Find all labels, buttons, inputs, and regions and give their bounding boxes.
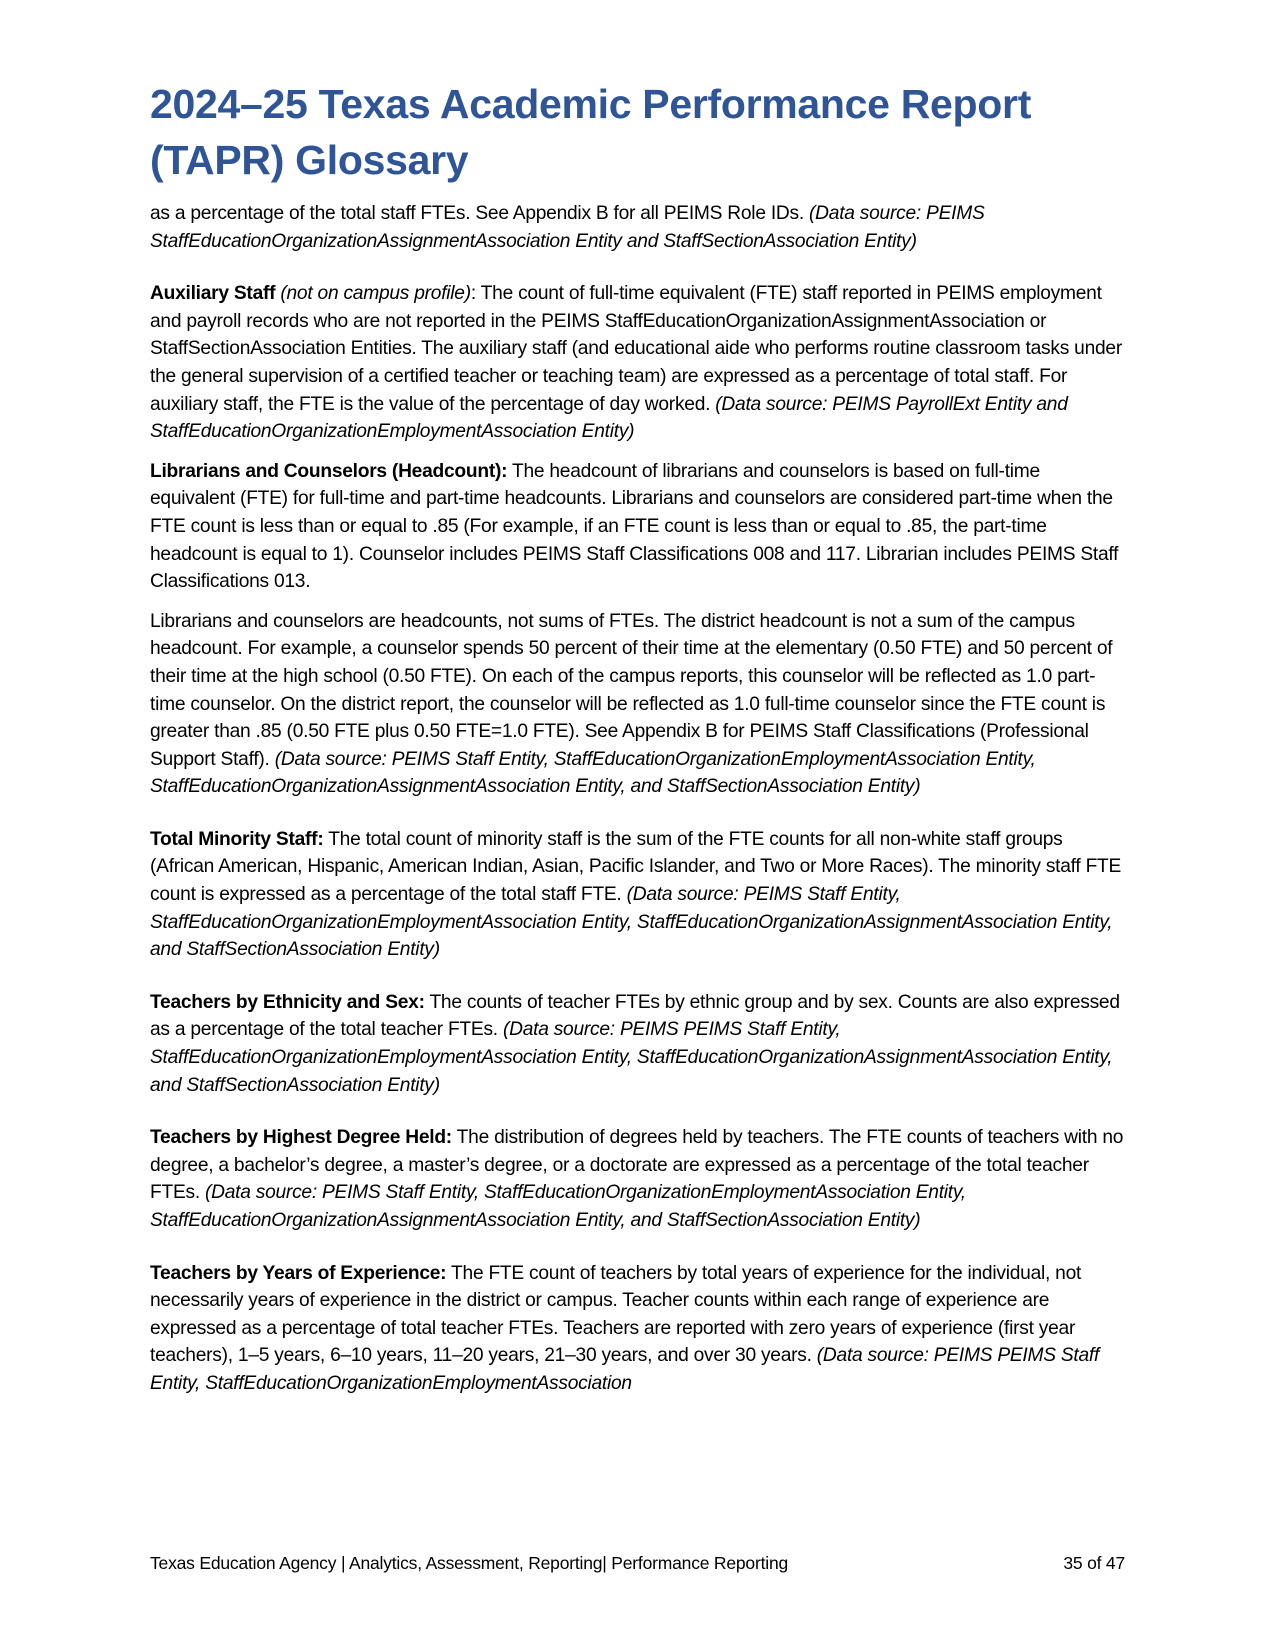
data-source: (Data source: PEIMS Staff Entity, StaffEducationOrganizationEmploymentAssociation Entity, StaffEducationOrganizationAssignmentAssociation Entity, and StaffSectionAssociation Entity) bbox=[150, 1182, 966, 1231]
data-source: (Data source: PEIMS Staff Entity, StaffEducationOrganizationEmploymentAssociation Entity, StaffEducationOrganizationAssignmentAssociation Entity, and StaffSectionAssociation Entity) bbox=[150, 748, 1036, 798]
title-line-2: (TAPR) Glossary bbox=[150, 137, 469, 183]
glossary-body bbox=[150, 200, 1125, 1398]
term: Teachers by Years of Experience: bbox=[150, 1262, 447, 1284]
page-number: 35 of 47 bbox=[1063, 1553, 1125, 1573]
title-line-1: 2024–25 Texas Academic Performance Report bbox=[150, 81, 1032, 127]
page-title bbox=[150, 76, 1130, 188]
entry-auxiliary-staff: Auxiliary Staff (not on campus profile): The count of full-time equivalent (FTE) staff reported in PEIMS employment and payroll records who are not reported in the PEIMS StaffEducationOrganizationAssignmentAssociation or StaffSectionAssociation Entities. The auxiliary staff (and educational aide who performs routine classroom tasks under the general supervision of a certified teacher or teaching team) are expressed as a percentage of total staff. For auxiliary staff, the FTE is the value of the percentage of day worked. (Data source: PEIMS PayrollExt Entity and StaffEducationOrganizationEmploymentAssociation Entity) bbox=[150, 283, 1122, 443]
data-source: (Data source: PEIMS PEIMS Staff Entity, StaffEducationOrganizationEmploymentAssociation bbox=[150, 1345, 1100, 1394]
data-source: (Data source: PEIMS PayrollExt Entity and StaffEducationOrganizationEmploymentAssociation Entity) bbox=[150, 393, 1068, 443]
page-footer bbox=[150, 1552, 1125, 1574]
entry-teachers-highest-degree: Teachers by Highest Degree Held: The distribution of degrees held by teachers. The FTE counts of teachers with no degree, a bachelor’s degree, a master’s degree, or a doctorate are expressed as a percentage of the total teacher FTEs. (Data source: PEIMS Staff Entity, StaffEducationOrganizationEmploymentAssociation Entity, StaffEducationOrganizationAssignmentAssociation Entity, and StaffSectionAssociation Entity) bbox=[150, 1127, 1124, 1231]
term: Librarians and Counselors (Headcount): bbox=[150, 460, 508, 482]
term: Teachers by Ethnicity and Sex: bbox=[150, 991, 425, 1013]
entry-librarians-counselors: Librarians and Counselors (Headcount): The headcount of librarians and counselors is based on full-time equivalent (FTE) for full-time and part-time headcounts. Librarians and counselors are considered part-time when the FTE count is less than or equal to .85 (For example, if an FTE count is less than or equal to .85, the part-time headcount is equal to 1). Counselor includes PEIMS Staff Classifications 008 and 117. Librarian includes PEIMS Staff Classifications 013. bbox=[150, 460, 1119, 593]
entry-librarians-counselors-p2: Librarians and counselors are headcounts, not sums of FTEs. The district headcount is not a sum of the campus headcount. For example, a counselor spends 50 percent of their time at the elementary (0.50 FTE) and 50 percent of their time at the high school (0.50 FTE). On each of the campus reports, this counselor will be reflected as 1.0 part-time counselor. On the district report, the counselor will be reflected as 1.0 full-time counselor since the FTE count is greater than .85 (0.50 FTE plus 0.50 FTE=1.0 FTE). See Appendix B for PEIMS Staff Classifications (Professional Support Staff). (Data source: PEIMS Staff Entity, StaffEducationOrganizationEmploymentAssociation Entity, StaffEducationOrganizationAssignmentAssociation Entity, and StaffSectionAssociation Entity) bbox=[150, 610, 1113, 798]
term: Total Minority Staff: bbox=[150, 828, 324, 850]
data-source: (Data source: PEIMS PEIMS Staff Entity, StaffEducationOrganizationEmploymentAssociation Entity, StaffEducationOrganizationAssignmentAssociation Entity, and StaffSectionAssociation Entity) bbox=[150, 1019, 1113, 1096]
footer-agency: Texas Education Agency | Analytics, Assessment, Reporting| Performance Reporting bbox=[150, 1553, 789, 1573]
continuation-paragraph: as a percentage of the total staff FTEs. See Appendix B for all PEIMS Role IDs. (Data source: PEIMS StaffEducationOrganizationAssignmentAssociation Entity and StaffSectionAssociation Entity) bbox=[150, 203, 985, 252]
term: Teachers by Highest Degree Held: bbox=[150, 1127, 452, 1149]
data-source: (Data source: PEIMS StaffEducationOrganizationAssignmentAssociation Entity and StaffSectionAssociation Entity) bbox=[150, 203, 985, 252]
entry-total-minority-staff: Total Minority Staff: The total count of minority staff is the sum of the FTE counts for all non-white staff groups (African American, Hispanic, American Indian, Asian, Pacific Islander, and Two or More Races). The minority staff FTE count is expressed as a percentage of the total staff FTE. (Data source: PEIMS Staff Entity, StaffEducationOrganizationEmploymentAssociation Entity, StaffEducationOrganizationAssignmentAssociation Entity, and StaffSectionAssociation Entity) bbox=[150, 828, 1122, 961]
data-source: (Data source: PEIMS Staff Entity, StaffEducationOrganizationEmploymentAssociation Entity, StaffEducationOrganizationAssignmentAssociation Entity, and StaffSectionAssociation Entity) bbox=[150, 884, 1113, 961]
term: Auxiliary Staff bbox=[150, 283, 276, 305]
qualifier: (not on campus profile) bbox=[280, 283, 471, 305]
entry-teachers-ethnicity-sex: Teachers by Ethnicity and Sex: The counts of teacher FTEs by ethnic group and by sex. Counts are also expressed as a percentage of the total teacher FTEs. (Data source: PEIMS PEIMS Staff Entity, StaffEducationOrganizationEmploymentAssociation Entity, StaffEducationOrganizationAssignmentAssociation Entity, and StaffSectionAssociation Entity) bbox=[150, 991, 1120, 1096]
entry-teachers-years-experience: Teachers by Years of Experience: The FTE count of teachers by total years of experience for the individual, not necessarily years of experience in the district or campus. Teacher counts within each range of experience are expressed as a percentage of total teacher FTEs. Teachers are reported with zero years of experience (first year teachers), 1–5 years, 6–10 years, 11–20 years, 21–30 years, and over 30 years. (Data source: PEIMS PEIMS Staff Entity, StaffEducationOrganizationEmploymentAssociation bbox=[150, 1262, 1100, 1394]
